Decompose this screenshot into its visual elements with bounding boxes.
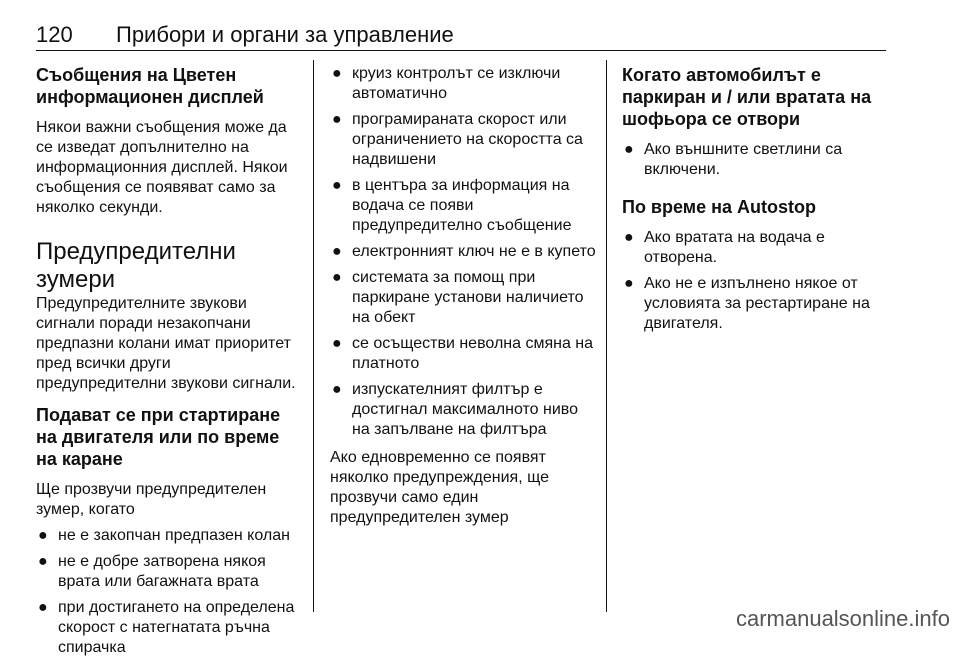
- heading-parked: Когато автомобилът е паркиран и / или вратата на шофьора се отвори: [622, 65, 872, 129]
- list-start-driving: [36, 526, 304, 658]
- bullet-icon: ●: [332, 243, 342, 260]
- bullet-icon: ●: [332, 177, 342, 194]
- heading-messages: Съобщения на Цветен информационен дисплей: [36, 65, 264, 107]
- list-item: ● при достигането на определена скорост с натегнатата ръчна спирачка: [38, 599, 295, 656]
- column-1: [36, 64, 304, 658]
- list-item: ● круиз контролът се изключи автоматично: [332, 65, 561, 102]
- watermark: carmanualsonline.info: [735, 606, 950, 631]
- list-item: ● в центъра за информация на водача се появи предупредително съобщение: [332, 177, 572, 234]
- bullet-icon: ●: [624, 229, 634, 246]
- page-title: Прибори и органи за управление: [116, 22, 454, 47]
- list-item: ● електронният ключ не е в купето: [332, 243, 596, 260]
- paragraph-start-driving: Ще прозвучи предупредителен зумер, когато: [36, 481, 267, 518]
- bullet-icon: ●: [38, 599, 48, 616]
- bullet-icon: ●: [332, 269, 342, 286]
- bullet-icon: ●: [332, 381, 342, 398]
- bullet-icon: ●: [332, 111, 342, 128]
- paragraph-chimes: Предупредителните звукови сигнали поради незакопчани предпазни колани имат приоритет пред всички други предупредителни звукови сигнали.: [36, 295, 296, 392]
- list-autostop: [622, 228, 888, 334]
- bullet-icon: ●: [38, 527, 48, 544]
- list-item: ● Ако вратата на водача е отворена.: [624, 229, 825, 266]
- list-item: ● не е добре затворена някоя врата или багажната врата: [38, 553, 266, 590]
- heading-start-driving: Подават се при стартиране на двигателя или по време на каране: [36, 405, 281, 469]
- list-parked: [622, 140, 888, 180]
- bullet-icon: ●: [624, 141, 634, 158]
- page-number: 120: [36, 22, 73, 47]
- bullet-icon: ●: [332, 65, 342, 82]
- list-item: ● програмираната скорост или ограничението на скоростта са надвишени: [332, 111, 583, 168]
- heading-warning-chimes: Предупредителни зумери: [36, 238, 236, 293]
- list-item: ● Ако не е изпълнено някое от условията за рестартиране на двигателя.: [624, 275, 870, 332]
- bullet-icon: ●: [624, 275, 634, 292]
- list-item: ● системата за помощ при паркиране установи наличието на обект: [332, 269, 584, 326]
- header-divider: [36, 50, 886, 51]
- list-continued: [330, 64, 596, 440]
- column-divider-2: [606, 60, 607, 612]
- page-header: [36, 22, 886, 48]
- bullet-icon: ●: [38, 553, 48, 570]
- column-3: [622, 64, 888, 334]
- list-item: ● изпускателният филтър е достигнал максималното ниво на запълване на филтъра: [332, 381, 578, 438]
- list-item: ● не е закопчан предпазен колан: [38, 527, 290, 544]
- bullet-icon: ●: [332, 335, 342, 352]
- heading-autostop: По време на Autostop: [622, 197, 816, 217]
- column-divider-1: [313, 60, 314, 612]
- list-item: ● Ако външните светлини са включени.: [624, 141, 843, 178]
- list-item: ● се осъществи неволна смяна на платното: [332, 335, 594, 372]
- paragraph-simultaneous: Ако едновременно се появят няколко предупреждения, ще прозвучи само един предупредителен зумер: [330, 449, 549, 526]
- paragraph-messages: Някои важни съобщения може да се изведат допълнително на информационния дисплей. Някои съобщения се появяват само за няколко секунди.: [36, 119, 288, 216]
- column-2: [330, 64, 596, 528]
